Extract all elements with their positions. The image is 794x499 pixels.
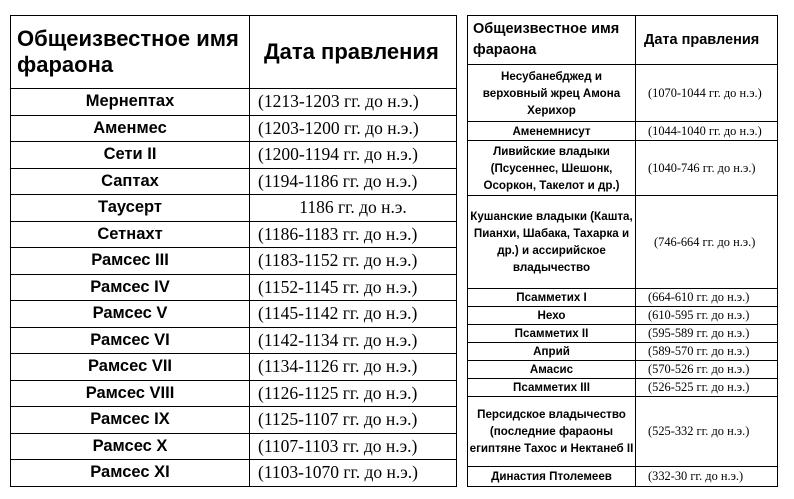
table-header-row <box>468 16 778 65</box>
reign-date: (610-595 гг. до н.э.) <box>636 307 778 325</box>
pharaoh-name: Персидское владычество (последние фараоны египтяне Тахос и Нектанеб II <box>468 397 636 467</box>
table-row <box>11 407 457 434</box>
pharaoh-name: Несубанебджед и верховный жрец Амона Херихор <box>468 65 636 122</box>
pharaoh-name: Ливийские владыки (Псусеннес, Шешонк, Осоркон, Такелот и др.) <box>468 141 636 196</box>
reign-date: (1040-746 гг. до н.э.) <box>636 141 778 196</box>
table-row <box>468 361 778 379</box>
pharaoh-table-right <box>467 15 778 487</box>
pharaoh-name: Рамсес V <box>11 301 250 328</box>
pharaoh-table-left <box>10 15 457 487</box>
pharaoh-name: Псамметих II <box>468 325 636 343</box>
pharaoh-name: Амасис <box>468 361 636 379</box>
table-row <box>468 379 778 397</box>
pharaoh-name: Рамсес IX <box>11 407 250 434</box>
table-row <box>468 397 778 467</box>
table-row <box>11 274 457 301</box>
reign-date: (1200-1194 гг. до н.э.) <box>250 142 457 169</box>
table-row <box>11 142 457 169</box>
table-row <box>468 467 778 487</box>
pharaoh-name: Саптах <box>11 168 250 195</box>
header-pharaoh-name: Общеизвестное имя фараона <box>468 16 636 65</box>
reign-date: (1183-1152 гг. до н.э.) <box>250 248 457 275</box>
reign-date: (526-525 гг. до н.э.) <box>636 379 778 397</box>
pharaoh-name: Рамсес XI <box>11 460 250 487</box>
pharaoh-name: Кушанские владыки (Кашта, Пианхи, Шабака, Тахарка и др.) и ассирийское владычество <box>468 196 636 289</box>
reign-date: (1044-1040 гг. до н.э.) <box>636 122 778 141</box>
table-row <box>11 433 457 460</box>
table-row <box>11 168 457 195</box>
table-row <box>11 460 457 487</box>
pharaoh-name: Аменемнисут <box>468 122 636 141</box>
pharaoh-name: Псамметих I <box>468 289 636 307</box>
reign-date: (1142-1134 гг. до н.э.) <box>250 327 457 354</box>
reign-date: (1213-1203 гг. до н.э.) <box>250 89 457 116</box>
table-row <box>468 122 778 141</box>
reign-date: (1186-1183 гг. до н.э.) <box>250 221 457 248</box>
header-pharaoh-name: Общеизвестное имя фараона <box>11 16 250 89</box>
pharaoh-name: Априй <box>468 343 636 361</box>
header-reign-date: Дата правления <box>636 16 778 65</box>
reign-date: (1125-1107 гг. до н.э.) <box>250 407 457 434</box>
table-row <box>468 196 778 289</box>
pharaoh-name: Рамсес III <box>11 248 250 275</box>
pharaoh-name: Рамсес IV <box>11 274 250 301</box>
table-row <box>468 289 778 307</box>
reign-date: (664-610 гг. до н.э.) <box>636 289 778 307</box>
table-row <box>11 354 457 381</box>
table-row <box>468 343 778 361</box>
table-row <box>468 65 778 122</box>
pharaoh-name: Сетнахт <box>11 221 250 248</box>
pharaoh-name: Рамсес VII <box>11 354 250 381</box>
pharaoh-name: Рамсес VIII <box>11 380 250 407</box>
reign-date: (1203-1200 гг. до н.э.) <box>250 115 457 142</box>
reign-date: (1126-1125 гг. до н.э.) <box>250 380 457 407</box>
table-row <box>11 301 457 328</box>
pharaoh-name: Псамметих III <box>468 379 636 397</box>
pharaoh-name: Аменмес <box>11 115 250 142</box>
reign-date: (1070-1044 гг. до н.э.) <box>636 65 778 122</box>
table-row <box>11 221 457 248</box>
pharaoh-name: Таусерт <box>11 195 250 222</box>
reign-date: (1103-1070 гг. до н.э.) <box>250 460 457 487</box>
pharaoh-name: Рамсес X <box>11 433 250 460</box>
reign-date: (332-30 гг. до н.э.) <box>636 467 778 487</box>
pharaoh-name: Рамсес VI <box>11 327 250 354</box>
table-row <box>468 307 778 325</box>
table-row <box>11 89 457 116</box>
pharaoh-name: Мернептах <box>11 89 250 116</box>
reign-date: (1152-1145 гг. до н.э.) <box>250 274 457 301</box>
pharaoh-name: Нехо <box>468 307 636 325</box>
reign-date: (746-664 гг. до н.э.) <box>636 196 778 289</box>
pharaoh-name: Сети II <box>11 142 250 169</box>
reign-date: (525-332 гг. до н.э.) <box>636 397 778 467</box>
header-reign-date: Дата правления <box>250 16 457 89</box>
reign-date: (1134-1126 гг. до н.э.) <box>250 354 457 381</box>
reign-date: (595-589 гг. до н.э.) <box>636 325 778 343</box>
reign-date: (570-526 гг. до н.э.) <box>636 361 778 379</box>
table-row <box>11 327 457 354</box>
reign-date: (1107-1103 гг. до н.э.) <box>250 433 457 460</box>
reign-date: 1186 гг. до н.э. <box>250 195 457 222</box>
table-row <box>11 380 457 407</box>
table-row <box>11 115 457 142</box>
reign-date: (1145-1142 гг. до н.э.) <box>250 301 457 328</box>
table-row <box>11 248 457 275</box>
reign-date: (1194-1186 гг. до н.э.) <box>250 168 457 195</box>
reign-date: (589-570 гг. до н.э.) <box>636 343 778 361</box>
table-header-row <box>11 16 457 89</box>
table-row <box>468 141 778 196</box>
table-row <box>11 195 457 222</box>
pharaoh-name: Династия Птолемеев <box>468 467 636 487</box>
table-row <box>468 325 778 343</box>
